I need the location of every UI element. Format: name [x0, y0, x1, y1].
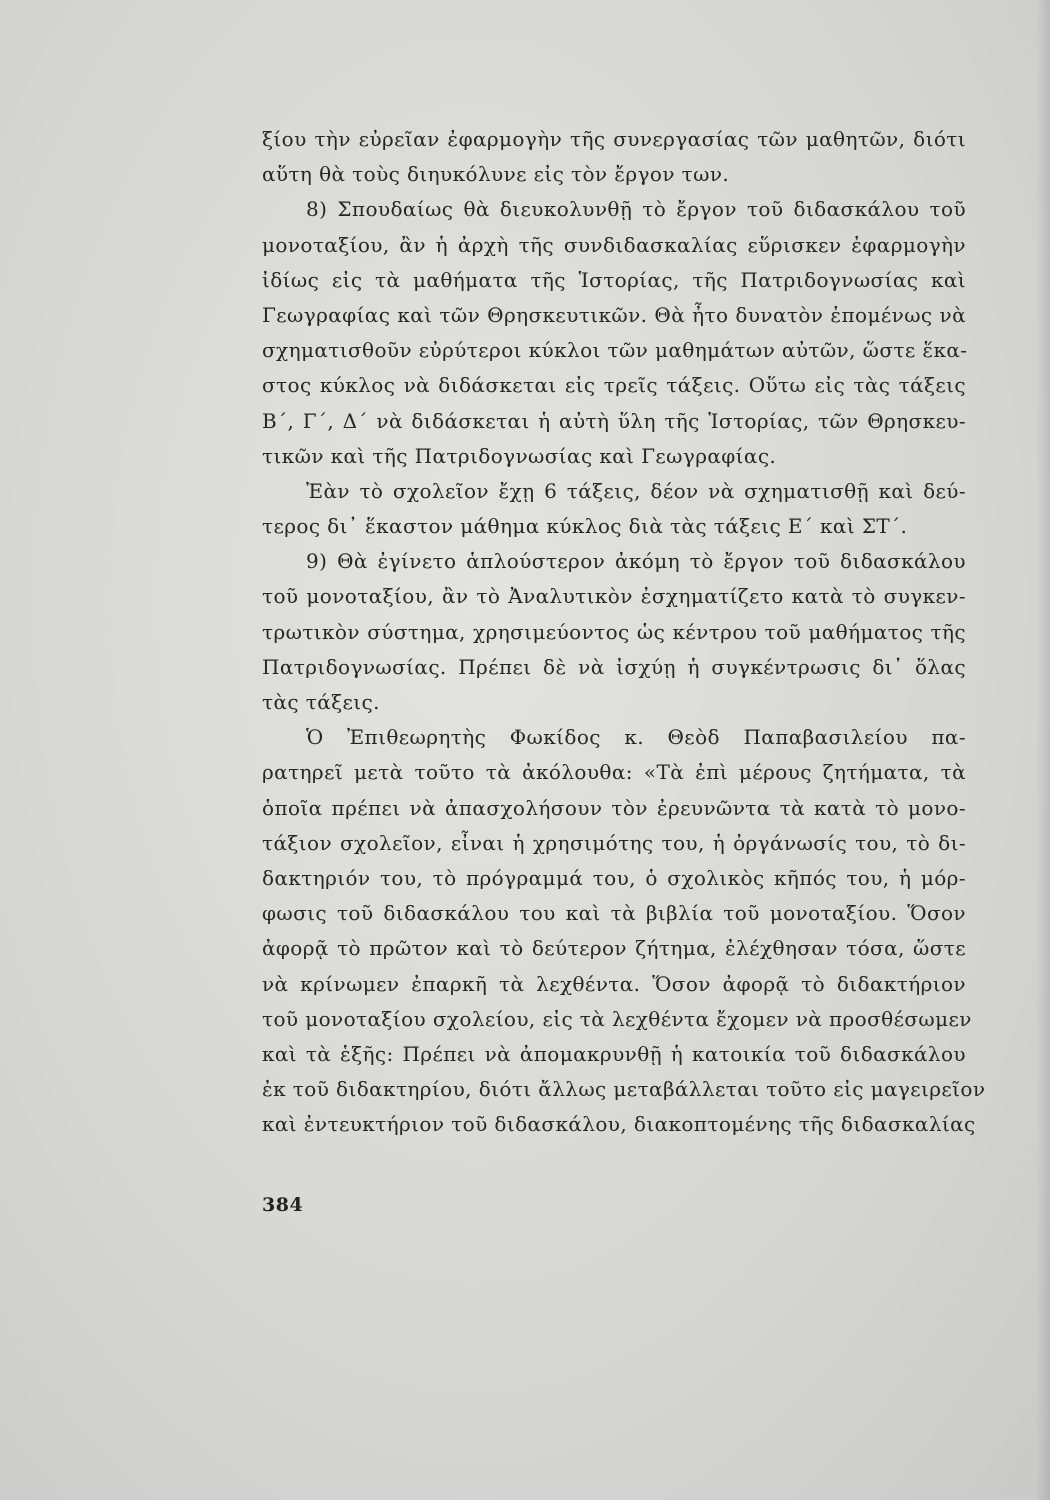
text-line: φωσις τοῦ διδασκάλου του καὶ τὰ βιβλία τοῦ μονοταξίου. Ὅσον: [262, 901, 966, 926]
page-edge-shadow: [1036, 0, 1050, 1500]
paragraph-start-line: Ἐὰν τὸ σχολεῖον ἔχῃ 6 τάξεις, δέον νὰ σχηματισθῇ καὶ δεύ-: [306, 478, 966, 503]
paragraph-start-line: 9) Θὰ ἐγίνετο ἁπλούστερον ἀκόμη τὸ ἔργον τοῦ διδασκάλου: [306, 549, 966, 574]
text-line: ἀφορᾷ τὸ πρῶτον καὶ τὸ δεύτερον ζήτημα, ἐλέχθησαν τόσα, ὥστε: [262, 936, 966, 961]
paragraph-start-line: Ὁ Ἐπιθεωρητὴς Φωκίδος κ. Θεὸδ Παπαβασιλείου πα-: [306, 725, 966, 750]
text-line: ρατηρεῖ μετὰ τοῦτο τὰ ἀκόλουθα: «Τὰ ἐπὶ μέρους ζητήματα, τὰ: [262, 760, 966, 785]
text-line: σχηματισθοῦν εὐρύτεροι κύκλοι τῶν μαθημάτων αὐτῶν, ὥστε ἕκα-: [262, 338, 968, 363]
paragraph-start-line: 8) Σπουδαίως θὰ διευκολυνθῇ τὸ ἔργον τοῦ διδασκάλου τοῦ: [306, 197, 966, 222]
page-number: 384: [262, 1194, 304, 1216]
text-line: αὕτη θὰ τοὺς διηυκόλυνε εἰς τὸν ἔργον των.: [262, 162, 730, 187]
text-line: δακτηριόν του, τὸ πρόγραμμά του, ὁ σχολικὸς κῆπός του, ἡ μόρ-: [262, 865, 966, 890]
text-line: στος κύκλος νὰ διδάσκεται εἰς τρεῖς τάξεις. Οὕτω εἰς τὰς τάξεις: [262, 373, 966, 398]
text-line: ἐκ τοῦ διδακτηρίου, διότι ἄλλως μεταβάλλεται τοῦτο εἰς μαγειρεῖον: [262, 1077, 986, 1102]
text-line: ξίου τὴν εὐρεῖαν ἐφαρμογὴν τῆς συνεργασίας τῶν μαθητῶν, διότι: [262, 127, 966, 151]
text-line: τοῦ μονοταξίου σχολείου, εἰς τὰ λεχθέντα ἔχομεν νὰ προσθέσωμεν: [262, 1006, 972, 1031]
text-line: Β΄, Γ΄, Δ΄ νὰ διδάσκεται ἡ αὐτὴ ὕλη τῆς Ἱστορίας, τῶν Θρησκευ-: [262, 408, 966, 433]
text-line: Γεωγραφίας καὶ τῶν Θρησκευτικῶν. Θὰ ἦτο δυνατὸν ἐπομένως νὰ: [262, 302, 966, 327]
text-line: Πατριδογνωσίας. Πρέπει δὲ νὰ ἰσχύῃ ἡ συγκέντρωσις δι᾽ ὅλας: [262, 654, 966, 679]
text-line: τοῦ μονοταξίου, ἂν τὸ Ἀναλυτικὸν ἐσχηματίζετο κατὰ τὸ συγκεν-: [262, 584, 966, 609]
text-line: νὰ κρίνωμεν ἐπαρκῆ τὰ λεχθέντα. Ὅσον ἀφορᾷ τὸ διδακτήριον: [262, 971, 966, 996]
text-line: μονοταξίου, ἂν ἡ ἀρχὴ τῆς συνδιδασκαλίας εὕρισκεν ἐφαρμογὴν: [262, 232, 966, 257]
body-text: [262, 122, 986, 1142]
text-line: τερος δι᾽ ἕκαστον μάθημα κύκλος διὰ τὰς τάξεις Ε΄ καὶ ΣΤ΄.: [262, 514, 908, 539]
text-line: καὶ τὰ ἑξῆς: Πρέπει νὰ ἀπομακρυνθῇ ἡ κατοικία τοῦ διδασκάλου: [262, 1041, 966, 1066]
text-line: ἰδίως εἰς τὰ μαθήματα τῆς Ἱστορίας, τῆς Πατριδογνωσίας καὶ: [262, 267, 966, 292]
text-line: τὰς τάξεις.: [262, 690, 380, 714]
text-line: ὁποῖα πρέπει νὰ ἀπασχολήσουν τὸν ἐρευνῶντα τὰ κατὰ τὸ μονο-: [262, 795, 966, 820]
text-line: καὶ ἐντευκτήριον τοῦ διδασκάλου, διακοπτομένης τῆς διδασκαλίας: [262, 1112, 976, 1137]
text-line: τρωτικὸν σύστημα, χρησιμεύοντος ὡς κέντρου τοῦ μαθήματος τῆς: [262, 619, 966, 644]
text-line: τικῶν καὶ τῆς Πατριδογνωσίας καὶ Γεωγραφίας.: [262, 443, 777, 468]
text-line: τάξιον σχολεῖον, εἶναι ἡ χρησιμότης του, ἡ ὀργάνωσίς του, τὸ δι-: [262, 830, 966, 855]
